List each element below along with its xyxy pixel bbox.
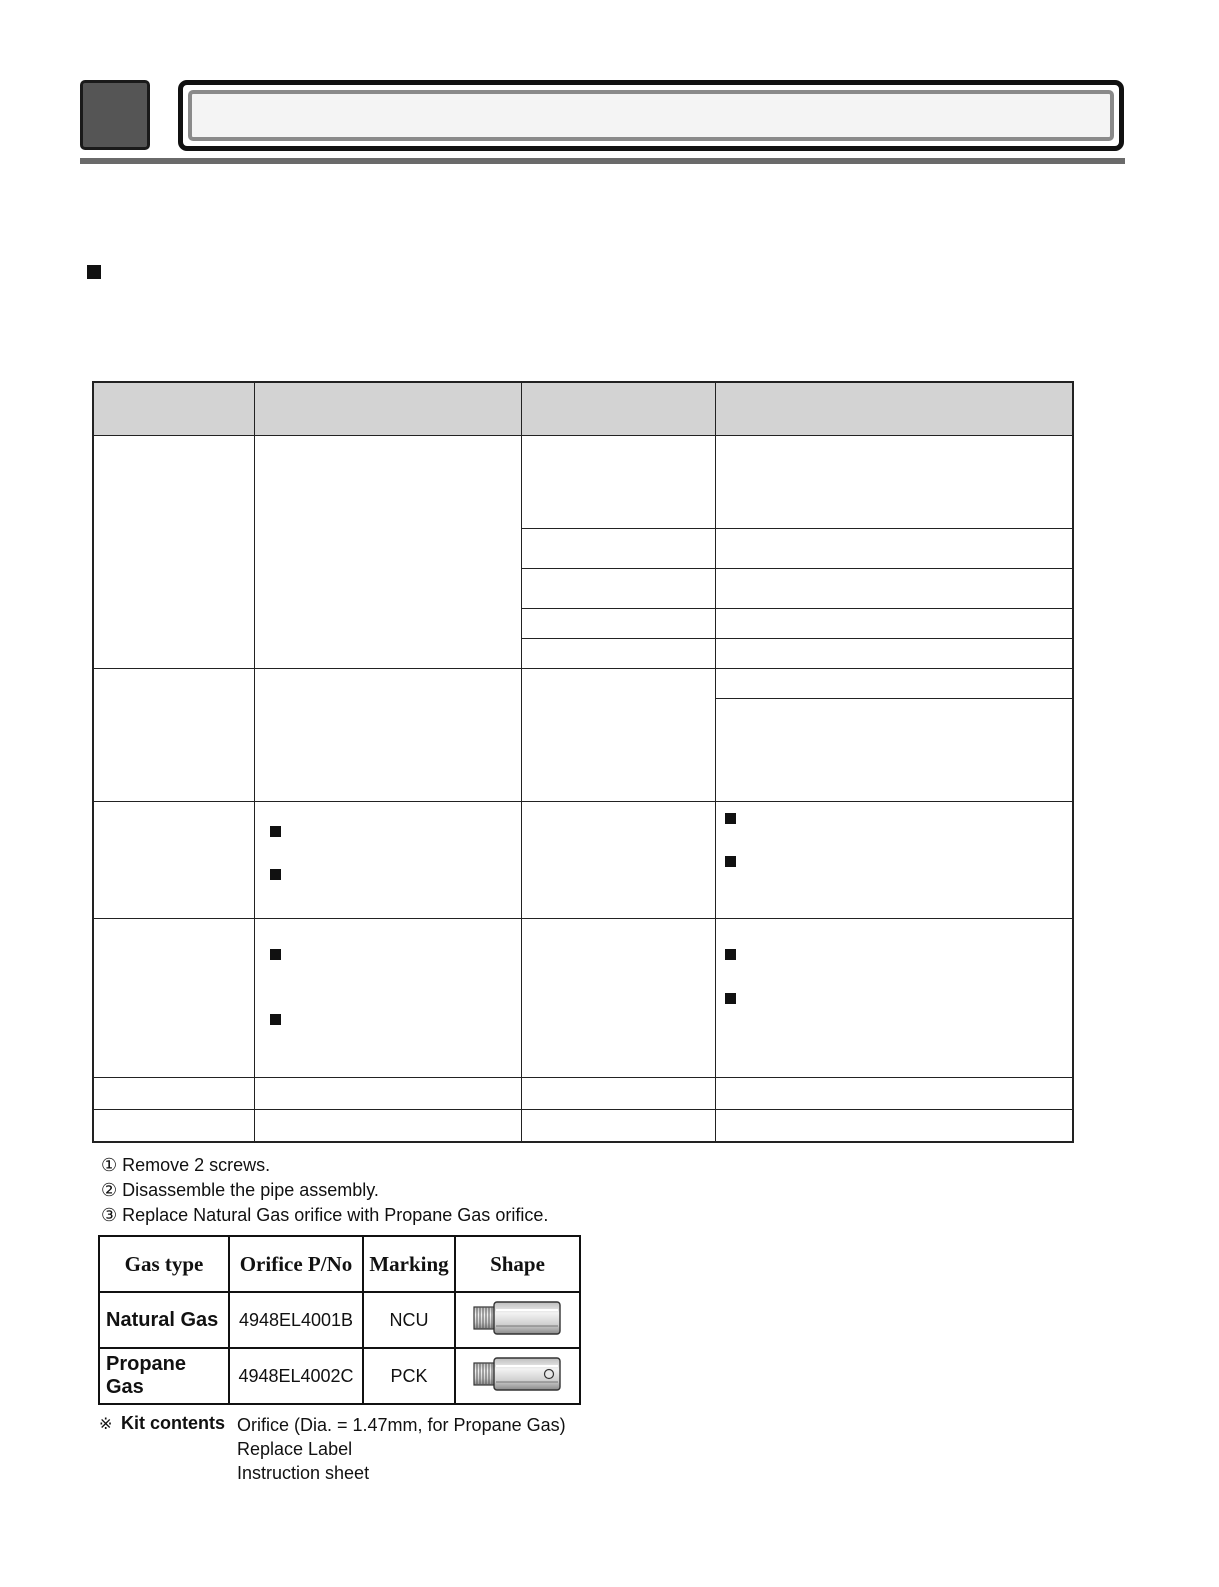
- orifice-pck-icon: [471, 1354, 565, 1394]
- row-divider: [93, 668, 1073, 669]
- table-border-bottom: [92, 1141, 1074, 1143]
- orifice-ncu-icon: [471, 1298, 565, 1338]
- table-border-top: [92, 381, 1074, 383]
- bullet-icon: [270, 949, 281, 960]
- row-divider: [93, 1109, 1073, 1110]
- orifice-shape-cell: [455, 1348, 580, 1404]
- bullet-icon: [725, 993, 736, 1004]
- spec-table-header-row: [93, 382, 1073, 435]
- sub-row-divider: [521, 528, 1073, 529]
- orifice-header-shape: Shape: [455, 1236, 580, 1292]
- bullet-icon: [725, 949, 736, 960]
- orifice-header-gas-type: Gas type: [99, 1236, 229, 1292]
- row-divider: [93, 801, 1073, 802]
- kit-item: Orifice (Dia. = 1.47mm, for Propane Gas): [237, 1415, 566, 1435]
- orifice-header-marking: Marking: [363, 1236, 455, 1292]
- kit-contents-label: Kit contents: [121, 1413, 226, 1433]
- row-divider: [93, 435, 1073, 436]
- kit-item: Instruction sheet: [237, 1463, 370, 1483]
- col-divider-1: [254, 382, 255, 1142]
- sub-row-divider: [715, 698, 1073, 699]
- orifice-marking: NCU: [363, 1292, 455, 1348]
- orifice-marking: PCK: [363, 1348, 455, 1404]
- bullet-icon: [725, 813, 736, 824]
- orifice-shape-cell: [455, 1292, 580, 1348]
- orifice-gas-type: Natural Gas: [99, 1292, 229, 1348]
- table-border-left: [92, 381, 94, 1143]
- sub-row-divider: [521, 568, 1073, 569]
- orifice-part-no: 4948EL4001B: [229, 1292, 363, 1348]
- row-divider: [93, 1077, 1073, 1078]
- kit-note-mark: ※: [99, 1416, 113, 1433]
- bullet-icon: [270, 1014, 281, 1025]
- table-row: [99, 1292, 580, 1348]
- bullet-icon: [270, 826, 281, 837]
- bullet-icon: [270, 869, 281, 880]
- col-divider-2: [521, 382, 522, 1142]
- col-divider-3: [715, 382, 716, 1142]
- sub-row-divider: [521, 608, 1073, 609]
- table-row: [99, 1348, 580, 1404]
- orifice-header-part-no: Orifice P/No: [229, 1236, 363, 1292]
- bullet-icon: [725, 856, 736, 867]
- table-border-right: [1072, 381, 1074, 1143]
- orifice-gas-type: Propane Gas: [99, 1348, 229, 1404]
- row-divider: [93, 918, 1073, 919]
- orifice-table: [98, 1235, 581, 1405]
- sub-row-divider: [521, 638, 1073, 639]
- orifice-part-no: 4948EL4002C: [229, 1348, 363, 1404]
- kit-item: Replace Label: [237, 1439, 353, 1459]
- step-1: ① Remove 2 screws.: [101, 1155, 271, 1175]
- step-2: ② Disassemble the pipe assembly.: [101, 1180, 379, 1200]
- step-3: ③ Replace Natural Gas orifice with Propane Gas orifice.: [101, 1205, 549, 1225]
